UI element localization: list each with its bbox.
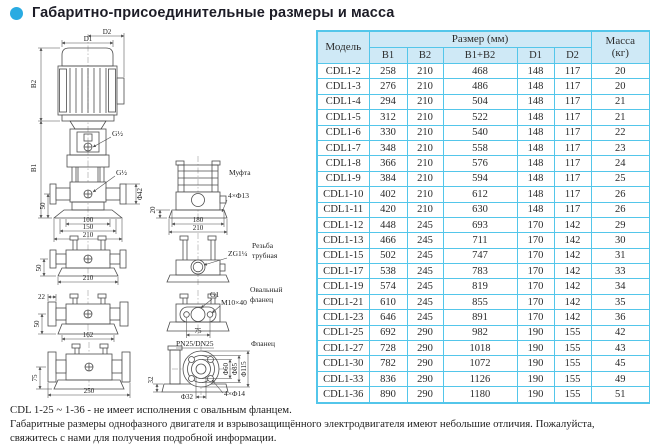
cell-value: 170: [517, 264, 554, 279]
cell-value: 210: [407, 125, 443, 140]
cell-value: 384: [369, 171, 407, 186]
cell-value: 420: [369, 202, 407, 217]
dim-label-100: 100: [82, 216, 94, 224]
dim-label-75-row4: 75: [31, 374, 39, 382]
cell-value: 29: [591, 217, 650, 232]
coupling-side-view: [149, 156, 251, 235]
cell-value: 630: [443, 202, 517, 217]
cell-value: 711: [443, 233, 517, 248]
cell-value: 21: [591, 94, 650, 109]
cell-value: 245: [407, 233, 443, 248]
holes-label-4x13: 4×Φ13: [228, 191, 249, 200]
cell-value: 210: [407, 171, 443, 186]
dim-label-50-row3: 50: [33, 320, 41, 328]
cell-value: 117: [554, 187, 591, 202]
cell-value: 245: [407, 279, 443, 294]
cell-value: 836: [369, 371, 407, 386]
cell-value: 117: [554, 140, 591, 155]
table-row: [317, 341, 650, 356]
cell-value: 22: [591, 125, 650, 140]
col-header-d1: D1: [517, 48, 554, 64]
cell-value: 42: [591, 325, 650, 340]
cell-value: 576: [443, 156, 517, 171]
dim-label-250: 250: [83, 387, 95, 395]
table-container: [316, 30, 650, 404]
table-row: [317, 264, 650, 279]
dim-label-210-coupling: 210: [192, 224, 204, 232]
cell-value: 117: [554, 64, 591, 79]
cell-value: 290: [407, 341, 443, 356]
table-row: [317, 140, 650, 155]
flange-rating-label: PN25/DN25: [176, 339, 214, 348]
cell-value: 692: [369, 325, 407, 340]
dim-label-b2: B2: [30, 79, 38, 89]
cell-value: 728: [369, 341, 407, 356]
cell-value: 148: [517, 94, 554, 109]
cell-value: 558: [443, 140, 517, 155]
dim-label-180: 180: [192, 216, 204, 224]
dim-label-50-row2: 50: [35, 264, 43, 272]
cell-value: 290: [407, 325, 443, 340]
cell-model: CDL1-30: [317, 356, 369, 371]
cell-value: 1018: [443, 341, 517, 356]
dim-label-22: 22: [38, 293, 45, 301]
col-header-size: Размер (мм): [369, 31, 591, 48]
table-row: [317, 156, 650, 171]
cell-value: 148: [517, 202, 554, 217]
cell-value: 210: [407, 156, 443, 171]
cell-value: 117: [554, 79, 591, 94]
cell-value: 290: [407, 387, 443, 403]
dim-label-phi85: Φ85: [231, 362, 239, 376]
table-row: [317, 387, 650, 403]
cell-value: 20: [591, 79, 650, 94]
flanged-pump-view: [31, 342, 130, 398]
cell-model: CDL1-27: [317, 341, 369, 356]
cell-value: 855: [443, 294, 517, 309]
cell-value: 155: [554, 356, 591, 371]
cell-value: 190: [517, 371, 554, 386]
round-flange-view: [147, 339, 275, 401]
pump-front-view: [30, 28, 144, 242]
cell-value: 148: [517, 125, 554, 140]
cell-value: 245: [407, 264, 443, 279]
cell-value: 782: [369, 356, 407, 371]
table-row: [317, 94, 650, 109]
cell-value: 155: [554, 371, 591, 386]
col-header-b1b2: B1+B2: [443, 48, 517, 64]
cell-value: 26: [591, 187, 650, 202]
cell-value: 190: [517, 341, 554, 356]
cell-value: 610: [369, 294, 407, 309]
mass-header-line1: Масса: [605, 34, 635, 47]
cell-model: CDL1-10: [317, 187, 369, 202]
port-label-g12-top: G½: [112, 129, 124, 138]
table-row: [317, 217, 650, 232]
flange-label: Фланец: [251, 339, 275, 348]
holes-label-4x14: 4×Φ14: [224, 389, 245, 398]
cell-value: 148: [517, 187, 554, 202]
cell-value: 142: [554, 248, 591, 263]
cell-value: 142: [554, 264, 591, 279]
cell-model: CDL1-9: [317, 171, 369, 186]
cell-value: 646: [369, 310, 407, 325]
dim-label-50-front: 50: [39, 202, 47, 210]
cell-model: CDL1-15: [317, 248, 369, 263]
page-title: Габаритно-присоединительные размеры и масса: [32, 5, 395, 21]
cell-value: 783: [443, 264, 517, 279]
cell-value: 155: [554, 387, 591, 403]
col-header-b1: B1: [369, 48, 407, 64]
cell-value: 522: [443, 110, 517, 125]
cell-model: CDL1-19: [317, 279, 369, 294]
cell-value: 276: [369, 79, 407, 94]
cell-value: 210: [407, 202, 443, 217]
cell-value: 448: [369, 217, 407, 232]
cell-model: CDL1-11: [317, 202, 369, 217]
dim-label-75-oval: 75: [194, 327, 202, 335]
cell-model: CDL1-3: [317, 79, 369, 94]
cell-value: 170: [517, 294, 554, 309]
cell-value: 23: [591, 140, 650, 155]
cell-value: 1180: [443, 387, 517, 403]
table-row: [317, 79, 650, 94]
oval-flange-label-line2: фланец: [250, 295, 274, 304]
cell-model: CDL1-6: [317, 125, 369, 140]
cell-value: 693: [443, 217, 517, 232]
cell-value: 258: [369, 64, 407, 79]
cell-model: CDL1-7: [317, 140, 369, 155]
cell-value: 574: [369, 279, 407, 294]
oval-flange-label-line1: Овальный: [250, 285, 283, 294]
cell-value: 155: [554, 325, 591, 340]
cell-value: 245: [407, 310, 443, 325]
cell-model: CDL1-36: [317, 387, 369, 403]
cell-value: 1072: [443, 356, 517, 371]
cell-value: 51: [591, 387, 650, 403]
cell-value: 142: [554, 279, 591, 294]
table-row: [317, 356, 650, 371]
cell-value: 348: [369, 140, 407, 155]
cell-value: 33: [591, 264, 650, 279]
dim-label-210-row2: 210: [82, 274, 94, 282]
col-header-b2: B2: [407, 48, 443, 64]
table-row: [317, 233, 650, 248]
oval-flange-view: [167, 285, 282, 338]
cell-value: 117: [554, 171, 591, 186]
dim-label-20: 20: [149, 206, 157, 214]
table-row: [317, 310, 650, 325]
cell-value: 210: [407, 64, 443, 79]
cell-value: 36: [591, 310, 650, 325]
cell-model: CDL1-4: [317, 94, 369, 109]
page-header: [10, 5, 394, 21]
cell-value: 466: [369, 233, 407, 248]
cell-value: 402: [369, 187, 407, 202]
cell-value: 34: [591, 279, 650, 294]
cell-value: 245: [407, 294, 443, 309]
cell-value: 245: [407, 217, 443, 232]
cell-value: 170: [517, 310, 554, 325]
cell-value: 245: [407, 248, 443, 263]
table-row: [317, 110, 650, 125]
cell-value: 148: [517, 140, 554, 155]
cell-model: CDL1-23: [317, 310, 369, 325]
bolt-label-m10x40: M10×40: [221, 298, 247, 307]
cell-value: 190: [517, 387, 554, 403]
cell-value: 366: [369, 156, 407, 171]
table-row: [317, 325, 650, 340]
cell-value: 24: [591, 156, 650, 171]
cell-value: 170: [517, 217, 554, 232]
cell-value: 117: [554, 202, 591, 217]
cell-value: 25: [591, 171, 650, 186]
table-row: [317, 248, 650, 263]
cell-value: 49: [591, 371, 650, 386]
cell-value: 290: [407, 356, 443, 371]
footnotes: [10, 404, 644, 445]
cell-value: 35: [591, 294, 650, 309]
dim-label-162: 162: [82, 331, 94, 339]
col-header-d2: D2: [554, 48, 591, 64]
coupling-label: Муфта: [229, 168, 251, 177]
cell-value: 30: [591, 233, 650, 248]
port-label-g12-side: G½: [116, 168, 128, 177]
cell-value: 117: [554, 94, 591, 109]
threaded-connection-view: [167, 233, 278, 286]
cell-value: 312: [369, 110, 407, 125]
cell-value: 890: [369, 387, 407, 403]
cell-value: 468: [443, 64, 517, 79]
table-row: [317, 171, 650, 186]
cell-value: 1126: [443, 371, 517, 386]
port-label-g1: G1: [210, 290, 220, 299]
mass-header-line2: (кг): [611, 46, 629, 59]
footnote-2: Габаритные размеры однофазного двигателя и взрывозащищённого электродвигателя имеют небольшие отличия. Пожалуйста, свяжитесь с нами для получения подробной информации.: [10, 417, 595, 444]
pump-drawings: [0, 28, 316, 403]
cell-value: 210: [407, 140, 443, 155]
cell-model: CDL1-12: [317, 217, 369, 232]
cell-value: 502: [369, 248, 407, 263]
cell-value: 210: [407, 94, 443, 109]
col-header-mass: [591, 31, 650, 64]
cell-value: 117: [554, 156, 591, 171]
cell-value: 210: [407, 79, 443, 94]
cell-value: 117: [554, 125, 591, 140]
table-row: [317, 294, 650, 309]
footnote-1: CDL 1-25 ~ 1-36 - не имеет исполнения с овальным фланцем.: [10, 404, 292, 416]
thread-label-line1: Резьба: [252, 241, 274, 250]
cell-value: 26: [591, 202, 650, 217]
table-row: [317, 279, 650, 294]
cell-value: 148: [517, 79, 554, 94]
cell-value: 117: [554, 110, 591, 125]
cell-value: 148: [517, 156, 554, 171]
cell-value: 612: [443, 187, 517, 202]
cell-value: 504: [443, 94, 517, 109]
cell-model: CDL1-33: [317, 371, 369, 386]
table-row: [317, 64, 650, 79]
cell-value: 31: [591, 248, 650, 263]
thread-label-line2: трубная: [252, 251, 278, 260]
cell-value: 43: [591, 341, 650, 356]
cell-value: 982: [443, 325, 517, 340]
dim-label-d1: D1: [83, 35, 93, 43]
cell-value: 330: [369, 125, 407, 140]
dim-label-phi115: Φ115: [240, 361, 248, 377]
table-row: [317, 202, 650, 217]
pump-end-view: [35, 233, 126, 285]
cell-value: 21: [591, 110, 650, 125]
cell-value: 819: [443, 279, 517, 294]
cell-value: 210: [407, 187, 443, 202]
cell-value: 538: [369, 264, 407, 279]
cell-value: 170: [517, 248, 554, 263]
cell-value: 148: [517, 171, 554, 186]
cell-value: 294: [369, 94, 407, 109]
cell-value: 594: [443, 171, 517, 186]
dim-label-phi60: Φ60: [222, 362, 230, 376]
cell-value: 142: [554, 217, 591, 232]
table-row: [317, 187, 650, 202]
cell-value: 540: [443, 125, 517, 140]
cell-value: 20: [591, 64, 650, 79]
cell-value: 142: [554, 294, 591, 309]
dim-label-phi32: Φ32: [180, 393, 193, 401]
col-header-model: Модель: [317, 31, 369, 64]
thread-size-label: ZG1¼: [228, 249, 248, 258]
cell-value: 290: [407, 371, 443, 386]
table-body: [317, 64, 650, 403]
dim-label-150: 150: [82, 223, 94, 231]
cell-value: 891: [443, 310, 517, 325]
cell-value: 155: [554, 341, 591, 356]
cell-model: CDL1-2: [317, 64, 369, 79]
cell-value: 142: [554, 310, 591, 325]
cell-value: 170: [517, 233, 554, 248]
bullet-icon: [10, 7, 23, 20]
cell-value: 190: [517, 325, 554, 340]
cell-value: 45: [591, 356, 650, 371]
dim-label-phi42: Φ42: [136, 187, 144, 201]
cell-value: 170: [517, 279, 554, 294]
cell-value: 747: [443, 248, 517, 263]
cell-value: 142: [554, 233, 591, 248]
cell-model: CDL1-8: [317, 156, 369, 171]
cell-value: 190: [517, 356, 554, 371]
cell-model: CDL1-17: [317, 264, 369, 279]
cell-model: CDL1-5: [317, 110, 369, 125]
table-row: [317, 371, 650, 386]
cell-value: 148: [517, 110, 554, 125]
cell-model: CDL1-13: [317, 233, 369, 248]
dim-label-b1: B1: [30, 163, 38, 173]
dim-label-210-front: 210: [82, 231, 94, 239]
cell-model: CDL1-25: [317, 325, 369, 340]
dim-label-d2: D2: [102, 28, 112, 36]
oval-flange-pump-view: [33, 290, 128, 342]
dim-label-32: 32: [147, 376, 155, 384]
cell-value: 148: [517, 64, 554, 79]
cell-value: 486: [443, 79, 517, 94]
cell-value: 210: [407, 110, 443, 125]
table-row: [317, 125, 650, 140]
dimensions-table: [316, 30, 650, 404]
cell-model: CDL1-21: [317, 294, 369, 309]
